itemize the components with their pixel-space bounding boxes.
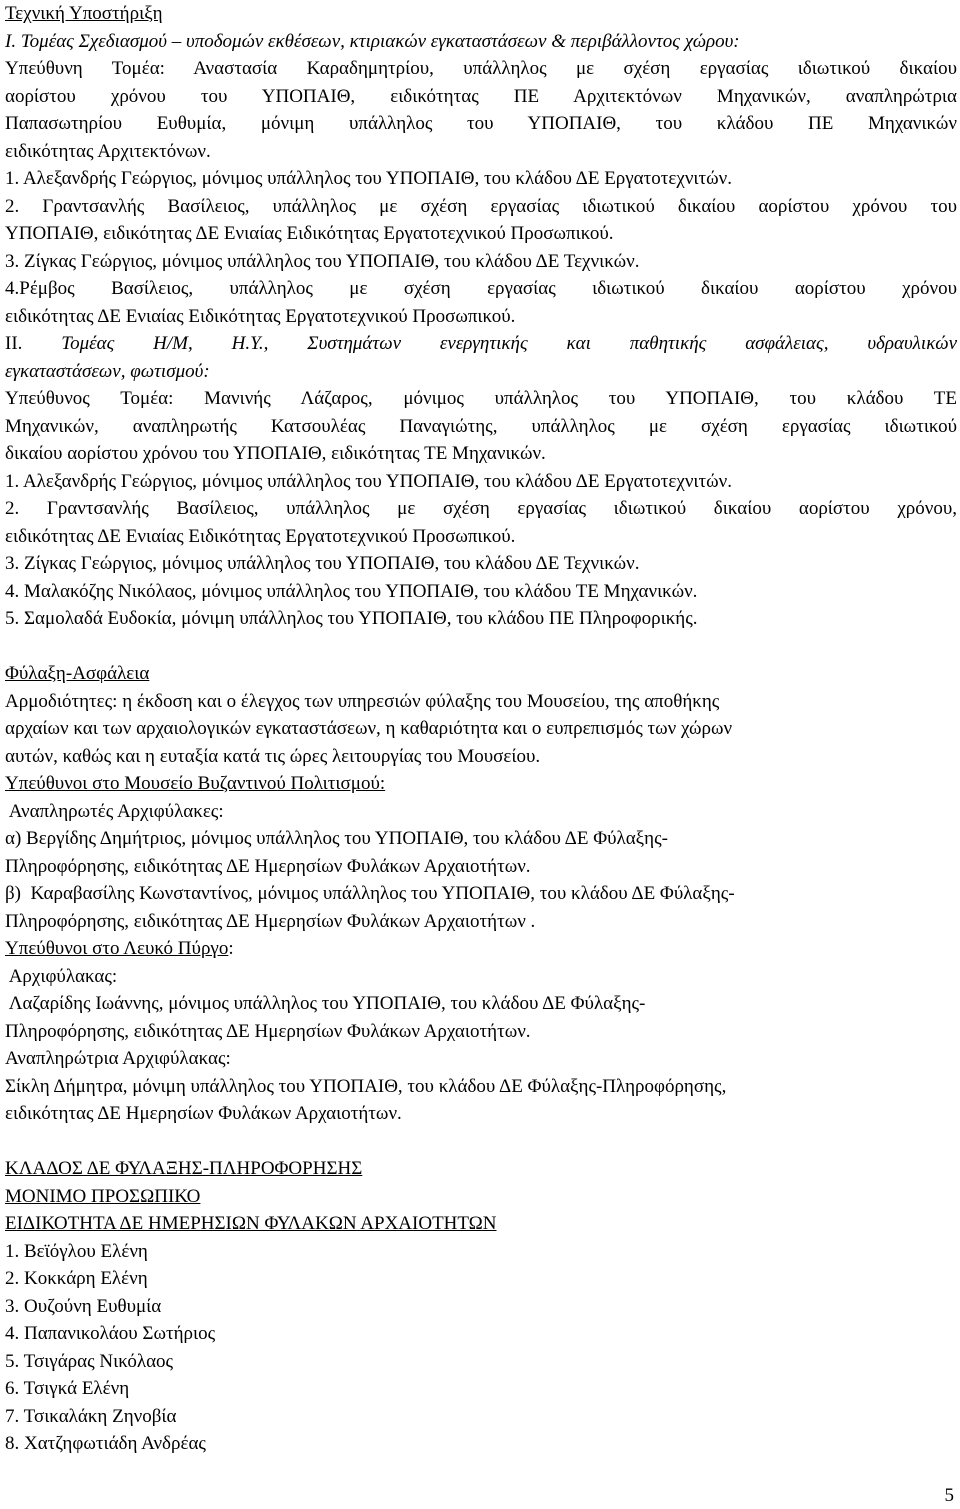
heading-security: Φύλαξη-Ασφάλεια: [5, 663, 150, 684]
section-2-responsible-line: Μηχανικών, αναπληρωτής Κατσουλέας Παναγιώτης, υπάλληλος με σχέση εργασίας ιδιωτικού: [5, 415, 957, 437]
section-1-list-item: 1. Αλεξανδρής Γεώργιος, μόνιμος υπάλληλος του ΥΠΟΠΑΙΘ, του κλάδου ΔΕ Εργατοτεχνιτών.: [5, 168, 733, 189]
museum-guard-line: Πληροφόρησης, ειδικότητας ΔΕ Ημερησίων Φυλάκων Αρχαιοτήτων.: [5, 855, 531, 877]
section-1-responsible-line: αορίστου χρόνου του ΥΠΟΠΑΙΘ, ειδικότητας ΠΕ Αρχιτεκτόνων Μηχανικών, αναπληρώτρια: [5, 85, 957, 107]
staff-list-item: 2. Κοκκάρη Ελένη: [5, 1268, 148, 1289]
heading-museum-responsible: Υπεύθυνοι στο Μουσείο Βυζαντινού Πολιτισμού:: [5, 773, 386, 794]
staff-list-item: 3. Ουζούνη Ευθυμία: [5, 1295, 162, 1317]
deputy-chief-line: Σίκλη Δήμητρα, μόνιμη υπάλληλος του ΥΠΟΠΑΙΘ, του κλάδου ΔΕ Φύλαξης-Πληροφόρησης,: [5, 1075, 727, 1097]
section-1-list-item: ΥΠΟΠΑΙΘ, ειδικότητας ΔΕ Ενιαίας Ειδικότητας Εργατοτεχνικού Προσωπικού.: [5, 223, 614, 244]
section-2-list-item: 2. Γραντσανλής Βασίλειος, υπάλληλος με σχέση εργασίας ιδιωτικού δικαίου αορίστου χρόνου,: [5, 498, 957, 519]
spacer: [5, 1128, 957, 1156]
chief-label: Αρχιφύλακας:: [5, 965, 118, 987]
section-1-list-item: 4.Ρέμβος Βασίλειος, υπάλληλος με σχέση εργασίας ιδιωτικού δικαίου αορίστου χρόνου: [5, 278, 957, 299]
staff-list-item: 5. Τσιγάρας Νικόλαος: [5, 1350, 174, 1372]
tower-guard-line: Λαζαρίδης Ιωάννης, μόνιμος υπάλληλος του ΥΠΟΠΑΙΘ, του κλάδου ΔΕ Φύλαξης-: [5, 993, 646, 1014]
heading-tower-responsible: [5, 935, 957, 963]
section-1-responsible-line: ειδικότητας Αρχιτεκτόνων.: [5, 140, 211, 162]
section-2-list-item: 4. Μαλακόζης Νικόλαος, μόνιμος υπάλληλος του ΥΠΟΠΑΙΘ, του κλάδου ΤΕ Μηχανικών.: [5, 580, 698, 602]
page-number: 5: [944, 1484, 954, 1506]
tower-heading-text: Υπεύθυνοι στο Λευκό Πύργο: [5, 938, 229, 959]
tower-heading-colon: :: [228, 938, 234, 959]
branch-heading: ΕΙΔΙΚΟΤΗΤΑ ΔΕ ΗΜΕΡΗΣΙΩΝ ΦΥΛΑΚΩΝ ΑΡΧΑΙΟΤΗΤΩΝ: [5, 1213, 497, 1234]
staff-list-item: 1. Βεϊόγλου Ελένη: [5, 1240, 148, 1262]
section-1-responsible-line: Υπεύθυνη Τομέα: Αναστασία Καραδημητρίου, υπάλληλος με σχέση εργασίας ιδιωτικού δικαίου: [5, 58, 957, 79]
deputy-chiefs-label: Αναπληρωτές Αρχιφύλακες:: [5, 800, 224, 822]
museum-guard-line: α) Βεργίδης Δημήτριος, μόνιμος υπάλληλος του ΥΠΟΠΑΙΘ, του κλάδου ΔΕ Φύλαξης-: [5, 828, 668, 849]
staff-list-item: 4. Παπανικολάου Σωτήριος: [5, 1323, 216, 1344]
section-2-list-item: 1. Αλεξανδρής Γεώργιος, μόνιμος υπάλληλος του ΥΠΟΠΑΙΘ, του κλάδου ΔΕ Εργατοτεχνιτών.: [5, 470, 733, 492]
section-2-title: [5, 330, 957, 358]
section-2-title-cont: εγκαταστάσεων, φωτισμού:: [5, 360, 210, 382]
deputy-chief-line: ειδικότητας ΔΕ Ημερησίων Φυλάκων Αρχαιοτήτων.: [5, 1103, 402, 1124]
security-duties-line: αρχαίων και των αρχαιολογικών εγκαταστάσεων, η καθαριότητα και ο ευπρεπισμός των χώρων: [5, 718, 733, 739]
section-2-number: ΙΙ.: [5, 333, 62, 354]
section-2-list-item: ειδικότητας ΔΕ Ενιαίας Ειδικότητας Εργατοτεχνικού Προσωπικού.: [5, 525, 516, 547]
museum-guard-line: β) Καραβασίλης Κωνσταντίνος, μόνιμος υπάλληλος του ΥΠΟΠΑΙΘ, του κλάδου ΔΕ Φύλαξης-: [5, 883, 735, 904]
heading-technical-support: Τεχνική Υποστήριξη: [5, 3, 163, 24]
section-2-title-text: Τομέας Η/Μ, Η.Υ., Συστημάτων ενεργητικής και παθητικής ασφάλειας, υδραυλικών: [61, 333, 957, 354]
staff-list-item: 8. Χατζηφωτιάδη Ανδρέας: [5, 1433, 206, 1454]
section-1-list-item: ειδικότητας ΔΕ Ενιαίας Ειδικότητας Εργατοτεχνικού Προσωπικού.: [5, 305, 516, 327]
document-page: [5, 0, 957, 1509]
section-1-responsible-line: Παπασωτηρίου Ευθυμία, μόνιμη υπάλληλος του ΥΠΟΠΑΙΘ, του κλάδου ΠΕ Μηχανικών: [5, 113, 957, 134]
section-1-list-item: 3. Ζίγκας Γεώργιος, μόνιμος υπάλληλος του ΥΠΟΠΑΙΘ, του κλάδου ΔΕ Τεχνικών.: [5, 250, 640, 272]
tower-guard-line: Πληροφόρησης, ειδικότητας ΔΕ Ημερησίων Φυλάκων Αρχαιοτήτων.: [5, 1020, 531, 1042]
staff-list-item: 7. Τσικαλάκη Ζηνοβία: [5, 1405, 177, 1427]
security-duties-line: αυτών, καθώς και η ευταξία κατά τις ώρες λειτουργίας του Μουσείου.: [5, 745, 541, 767]
branch-heading: ΜΟΝΙΜΟ ΠΡΟΣΩΠΙΚΟ: [5, 1185, 201, 1207]
section-1-title: Ι. Τομέας Σχεδιασμού – υποδομών εκθέσεων, κτιριακών εγκαταστάσεων & περιβάλλοντος χώρου:: [5, 30, 740, 52]
section-1-list-item: 2. Γραντσανλής Βασίλειος, υπάλληλος με σχέση εργασίας ιδιωτικού δικαίου αορίστου χρόνου του: [5, 195, 957, 217]
deputy-chief-label: Αναπληρώτρια Αρχιφύλακας:: [5, 1048, 231, 1069]
branch-heading: ΚΛΑΔΟΣ ΔΕ ΦΥΛΑΞΗΣ-ΠΛΗΡΟΦΟΡΗΣΗΣ: [5, 1158, 363, 1179]
security-duties-line: Αρμοδιότητες: η έκδοση και ο έλεγχος των υπηρεσιών φύλαξης του Μουσείου, της αποθήκης: [5, 690, 720, 712]
staff-list-item: 6. Τσιγκά Ελένη: [5, 1378, 130, 1399]
museum-guard-line: Πληροφόρησης, ειδικότητας ΔΕ Ημερησίων Φυλάκων Αρχαιοτήτων .: [5, 910, 536, 932]
section-2-responsible-line: δικαίου αορίστου χρόνου του ΥΠΟΠΑΙΘ, ειδικότητας ΤΕ Μηχανικών.: [5, 443, 546, 464]
section-2-list-item: 3. Ζίγκας Γεώργιος, μόνιμος υπάλληλος του ΥΠΟΠΑΙΘ, του κλάδου ΔΕ Τεχνικών.: [5, 553, 640, 574]
section-2-responsible-line: Υπεύθυνος Τομέα: Μανινής Λάζαρος, μόνιμος υπάλληλος του ΥΠΟΠΑΙΘ, του κλάδου ΤΕ: [5, 388, 957, 409]
spacer: [5, 633, 957, 661]
section-2-list-item: 5. Σαμολαδά Ευδοκία, μόνιμη υπάλληλος του ΥΠΟΠΑΙΘ, του κλάδου ΠΕ Πληροφορικής.: [5, 608, 698, 629]
